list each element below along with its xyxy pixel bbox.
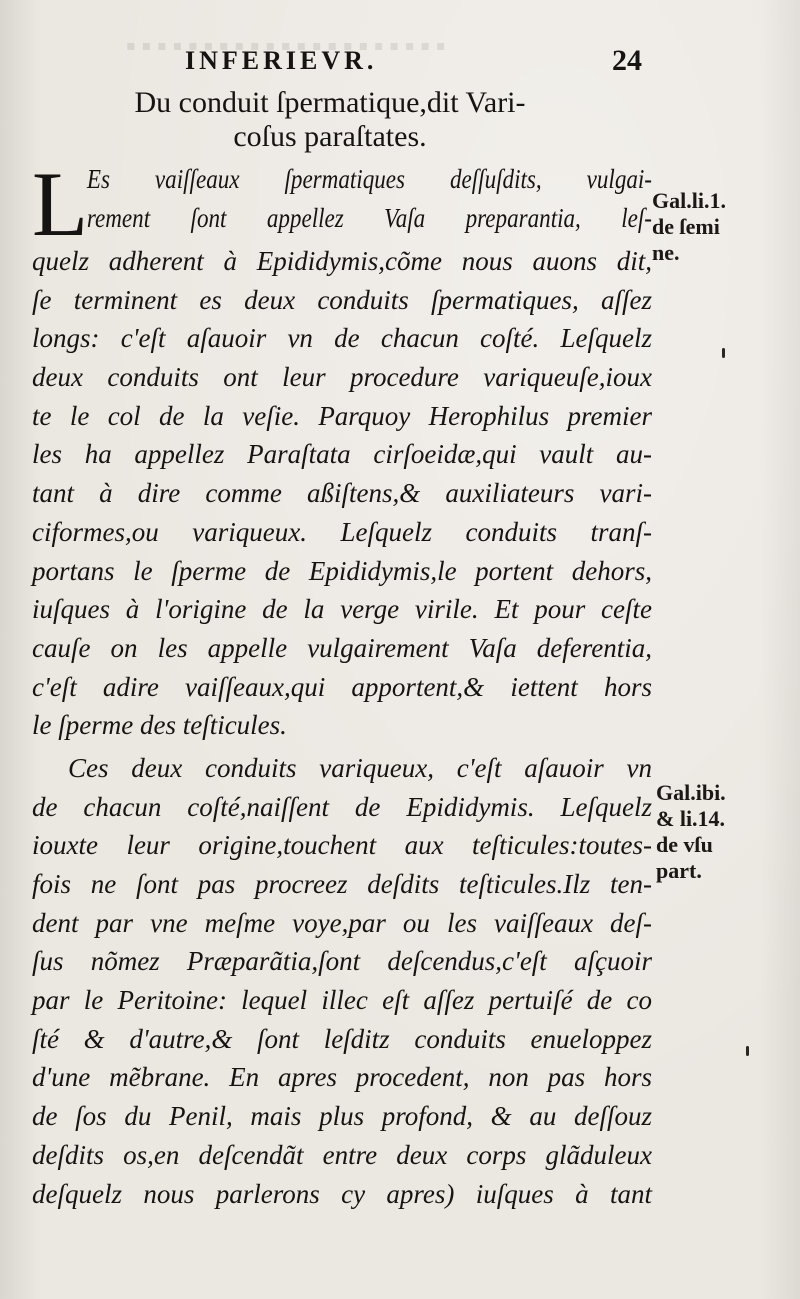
text-line: te le col de la veſie. Parquoy Herophilus premier [32,400,652,431]
ink-speck [746,1046,749,1056]
margin-note-line: de vſu [656,832,713,857]
chapter-title-line: Du conduit ſpermatique,dit Vari- [134,86,526,119]
text-line: iouxte leur origine,touchent aux teſticules:toutes- [32,830,652,861]
text-line: ſe terminent es deux conduits ſpermatiques, aſſez [32,284,652,315]
margin-note-line: & li.14. [656,806,726,831]
text-line: ciformes,ou variqueux. Leſquelz conduits tranſ- [32,516,652,547]
text-line: les ha appellez Paraſtata cirſoeidæ,qui vault au- [32,439,652,470]
text-line: d'une mẽbrane. En apres procedent, non pas hors [32,1062,652,1093]
margin-note-line: ne. [652,240,680,265]
text-line: longs: c'eſt aſauoir vn de chacun coſté. Leſquelz [32,323,652,354]
text-line: ſus nõmez Præparãtia,ſont deſcendus,c'eſt aſçuoir [32,946,652,977]
text-line: portans le ſperme de Epididymis,le portent dehors, [32,555,652,586]
bleed-through-text: ▪▪▪▪▪▪▪▪▪▪▪▪▪▪▪▪▪▪▪▪▪ [120,38,446,54]
text-line: le ſperme des teſticules. [32,710,287,741]
paragraph-1-opening [32,160,652,242]
text-line: tant à dire comme aßiſtens,& auxiliateurs vari- [32,478,652,509]
text-line: fois ne ſont pas procreez deſdits teſticules.Ilz ten- [32,869,652,899]
text-line: cauſe on les appelle vulgairement Vaſa deferentia, [32,632,652,663]
ink-speck [722,348,725,358]
text-line: ſté & d'autre,& ſont leſditz conduits enueloppez [32,1023,652,1054]
page-number: 24 [612,44,642,77]
margin-note-galen-usu-part [656,780,726,884]
margin-note-line: Gal.ibi. [656,780,726,805]
text-line: quelz adherent à Epididymis,cõme nous auons dit, [32,246,652,276]
margin-note-line: part. [656,858,702,883]
text-line: deux conduits ont leur procedure variqueuſe,ioux [32,362,652,393]
text-line: iuſques à l'origine de la verge virile. Et pour ceſte [32,594,652,625]
text-line: dent par vne meſme voye,par ou les vaiſſeaux deſ- [32,907,652,938]
margin-note-line: Gal.li.1. [652,188,726,213]
chapter-title [60,86,600,154]
text-line: de ſos du Penil, mais plus profond, & au deſſouz [32,1101,652,1132]
text-line: de chacun coſté,naiſſent de Epididymis. Leſquelz [32,791,652,822]
text-line: par le Peritoine: lequel illec eſt aſſez pertuiſé de co [32,985,652,1016]
text-line: deſdits os,en deſcendãt entre deux corps glãduleux [32,1139,652,1170]
body-text [32,160,652,1213]
chapter-title-line: coſus paraſtates. [233,120,427,153]
text-line: Ces deux conduits variqueux, c'eſt aſauoir vn [68,752,652,783]
running-head: INFERIEVR. [185,46,378,75]
text-line: Es vaiſſeaux ſpermatiques deſſuſdits, vulgai- [86,164,652,194]
drop-cap: L [32,160,89,242]
page-header [0,40,800,80]
text-line: rement ſont appellez Vaſa preparantia, leſ- [86,202,652,233]
text-line: c'eſt adire vaiſſeaux,qui apportent,& iettent hors [32,671,652,702]
text-line: deſquelz nous parlerons cy apres) iuſques à tant [32,1178,652,1209]
margin-note-galen-semine [652,188,726,266]
margin-note-line: de ſemi [652,214,720,239]
